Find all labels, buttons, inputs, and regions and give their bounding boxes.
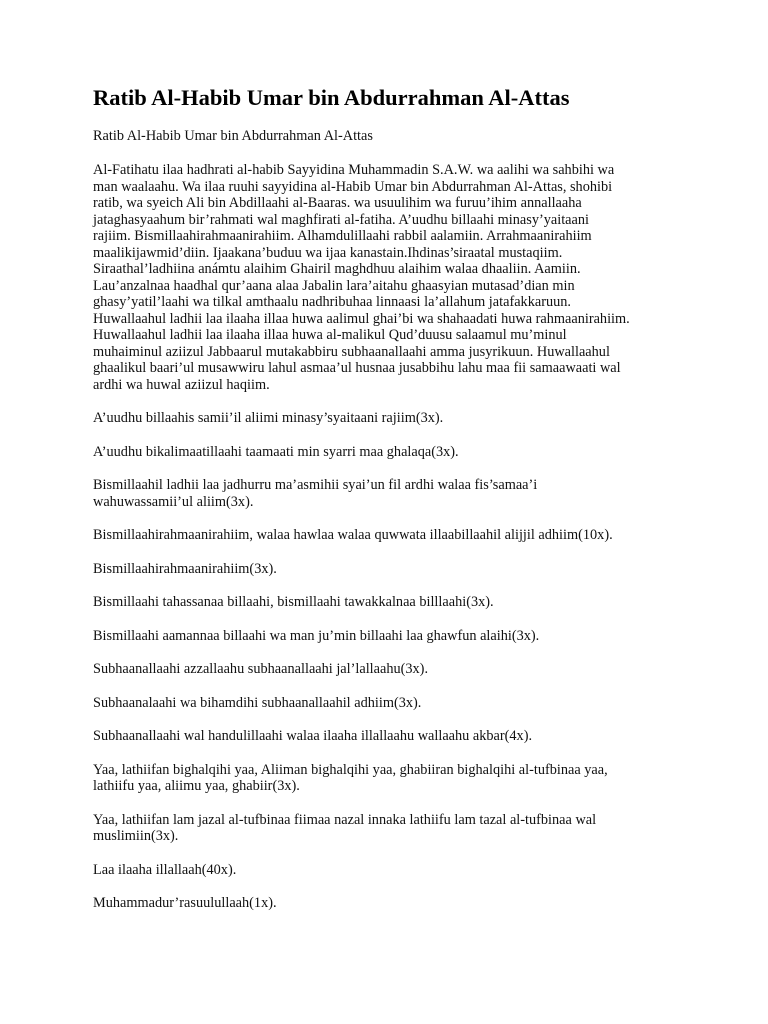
body-paragraph: [93, 628, 690, 645]
intro-line: Huwallaahul ladhii laa ilaaha illaa huwa aalimul ghai’bi wa shahaadati huwa rahmaanirahiim.: [93, 310, 630, 327]
intro-line: muhaiminul aziizul Jabbaarul mutakabbiru subhaanallaahi amma jusyrikuun. Huwallaahul: [93, 343, 610, 360]
body-paragraph: [93, 444, 690, 461]
paragraph-line: Bismillaahi aamannaa billaahi wa man ju’min billaahi laa ghawfun alaihi(3x).: [93, 627, 540, 644]
body-paragraph: [93, 762, 690, 795]
intro-line: Siraathal’ladhiina anámtu alaihim Ghairil maghdhuu alaihim walaa dhaaliin. Aamiin.: [93, 261, 581, 277]
paragraph-line: Yaa, lathiifan lam jazal al-tufbinaa fiimaa nazal innaka lathiifu lam tazal al-tufbinaa wal: [93, 811, 597, 828]
paragraph-line: Bismillaahirahmaanirahiim, walaa hawlaa walaa quwwata illaabillaahil alijjil adhiim(10x).: [93, 527, 613, 543]
body-paragraph: [93, 728, 690, 745]
body-paragraph: [93, 661, 690, 678]
paragraph-line: Laa ilaaha illallaah(40x).: [93, 861, 237, 878]
paragraph-line: Subhaanallaahi azzallaahu subhaanallaahi jal’lallaahu(3x).: [93, 661, 429, 677]
intro-line: man waalaahu. Wa ilaa ruuhi sayyidina al-Habib Umar bin Abdurrahman Al-Attas, shohibi: [93, 178, 613, 195]
intro-line: ratib, wa syeich Ali bin Abdillaahi al-Baaras. wa usuulihim wa furuu’ihim annallaaha: [93, 195, 582, 211]
body-paragraph: [93, 895, 690, 912]
page-subtitle: Ratib Al-Habib Umar bin Abdurrahman Al-Attas: [93, 128, 373, 144]
intro-line: rajiim. Bismillaahirahmaanirahiim. Alhamdulillaahi rabbil aalamiin. Arrahmaanirahiim: [93, 228, 592, 244]
body-paragraph: [93, 477, 690, 510]
body-paragraph: [93, 812, 690, 845]
paragraph-line: Subhaanallaahi wal handulillaahi walaa ilaaha illallaahu wallaahu akbar(4x).: [93, 728, 533, 744]
page-title: Ratib Al-Habib Umar bin Abdurrahman Al-Attas: [93, 85, 570, 110]
paragraph-line: Yaa, lathiifan bighalqihi yaa, Aliiman bighalqihi yaa, ghabiiran bighalqihi al-tufbinaa yaa,: [93, 761, 608, 778]
intro-line: Al-Fatihatu ilaa hadhrati al-habib Sayyidina Muhammadin S.A.W. wa aalihi wa sahbihi wa: [93, 162, 615, 178]
paragraph-line: Bismillaahil ladhii laa jadhurru ma’asmihii syai’un fil ardhi walaa fis’samaa’i: [93, 477, 538, 493]
paragraph-line: wahuwassamii’ul aliim(3x).: [93, 493, 254, 510]
body-paragraph: [93, 862, 690, 879]
body-paragraphs: [93, 410, 690, 912]
body-paragraph: [93, 594, 690, 611]
body-paragraph: [93, 561, 690, 578]
intro-line: ghaalikul baari’ul musawwiru lahul asmaa’ul husnaa jusabbihu lahu maa fii samaawaati wal: [93, 360, 621, 376]
paragraph-line: Subhaanalaahi wa bihamdihi subhaanallaahil adhiim(3x).: [93, 694, 422, 711]
intro-line: jataghasyaahum bir’rahmati wal maghfirati al-fatiha. A’uudhu billaahi minasy’yaitaani: [93, 211, 589, 228]
paragraph-line: A’uudhu billaahis samii’il aliimi minasy’syaitaani rajiim(3x).: [93, 410, 444, 426]
intro-line: Huwallaahul ladhii laa ilaaha illaa huwa al-malikul Qud’duusu salaamul mu’minul: [93, 327, 567, 343]
intro-line: maalikijawmid’diin. Ijaakana’buduu wa ijaa kanastain.Ihdinas’siraatal mustaqiim.: [93, 244, 563, 261]
paragraph-line: muslimiin(3x).: [93, 828, 179, 844]
body-paragraph: [93, 410, 690, 427]
paragraph-line: Muhammadur’rasuulullaah(1x).: [93, 895, 277, 911]
body-paragraph: [93, 527, 690, 544]
paragraph-line: A’uudhu bikalimaatillaahi taamaati min syarri maa ghalaqa(3x).: [93, 443, 459, 460]
intro-line: Lau’anzalnaa haadhal qur’aana alaa Jabalin lara’aitahu ghaasyian mutasad’dian min: [93, 277, 575, 294]
intro-paragraph: [93, 162, 690, 393]
paragraph-line: lathiifu yaa, aliimu yaa, ghabiir(3x).: [93, 778, 300, 794]
paragraph-line: Bismillaahi tahassanaa billaahi, bismillaahi tawakkalnaa billlaahi(3x).: [93, 594, 494, 610]
intro-line: ardhi wa huwal aziizul haqiim.: [93, 376, 270, 393]
paragraph-line: Bismillaahirahmaanirahiim(3x).: [93, 560, 277, 577]
body-paragraph: [93, 695, 690, 712]
intro-line: ghasy’yatil’laahi wa tilkal amthaalu nadhribuhaa linnaasi la’allahum jatafakkaruun.: [93, 294, 571, 310]
